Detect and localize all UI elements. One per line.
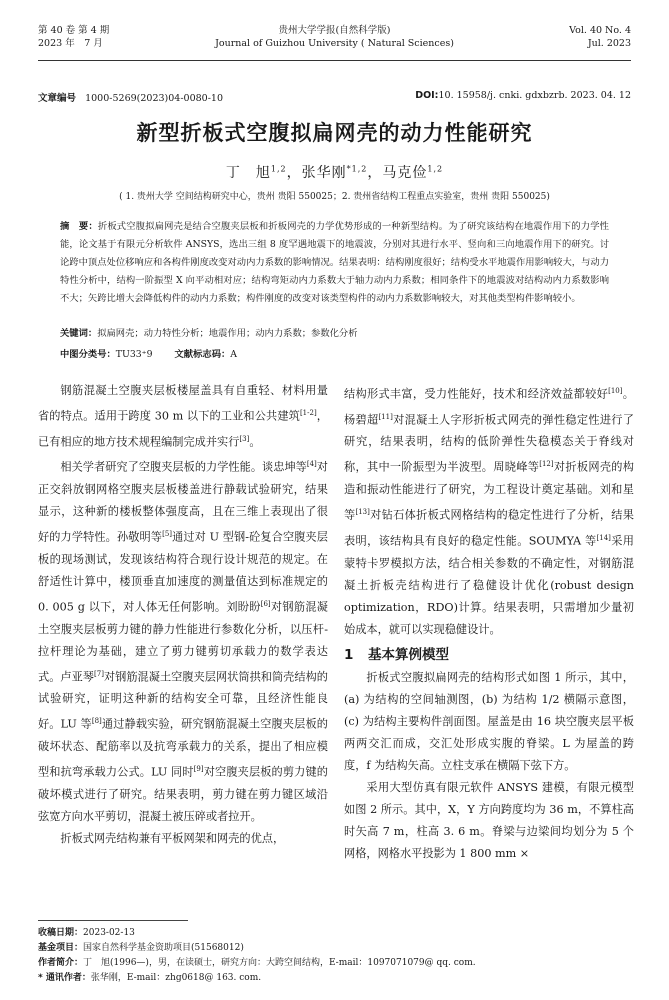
paper-title: 新型折板式空腹拟扁网壳的动力性能研究	[136, 121, 533, 145]
citation[interactable]: [7]	[94, 669, 104, 678]
abstract-text: 折板式空腹拟扁网壳是结合空腹夹层板和折板网壳的力学优势形成的一种新型结构。为了研究该结构在地震作用下的力学性能，论文基于有限元分析软件 ANSYS，选出三组 8 度罕遇地震下的地震波，分别对其进行水平、竖向和三向地震作用下的研究。讨论跨中顶点处位移响应和各构件刚度改变对动内力系数的影响情况。结果表明：结构刚度很好；结构受水平地震作用影响较大，与动力特性分析中，结构一阶振型 X 向平动相对应；结构弯矩动内力系数大于轴力动内力系数；相同条件下的地震波对结构动内力系数影响不大；矢跨比增大会降低构件的动内力系数；构件刚度的改变对该类型构件的动内力系数影响较大，对其他类型构件影响较小。	[60, 221, 609, 304]
author-affil-mark: 1,2	[427, 164, 444, 174]
issue-date-en: Jul. 2023	[587, 38, 631, 49]
section-title: 基本算例模型	[368, 646, 449, 663]
header-divider	[38, 60, 631, 61]
citation[interactable]: [6]	[260, 599, 271, 608]
article-number	[38, 90, 223, 104]
journal-name-cn: 贵州大学学报(自然科学版)	[278, 25, 391, 36]
classification	[60, 346, 609, 360]
clc-value: TU33⁺9	[115, 349, 153, 360]
abstract	[60, 218, 609, 308]
paragraph: 折板式空腹拟扁网壳的结构形式如图 1 所示，其中，(a) 为结构的空间轴测图，(b) 为结构 1/2 横隔示意图，(c) 为结构主要构件剖面图。屋盖是由 16 块空腹夹层平板两两交汇而成，交汇处形成实腹的脊梁。L 为屋盖的跨度，f 为结构矢高。立柱支承在横隔下弦下方。	[344, 670, 634, 772]
footnote-divider	[38, 920, 188, 921]
volume-issue-en: Vol. 40 No. 4	[569, 25, 631, 36]
citation[interactable]: [1-2]	[299, 409, 317, 417]
article-number-label: 文章编号	[38, 93, 77, 104]
doi-value[interactable]: 10. 15958/j. cnki. gdxbzrb. 2023. 04. 12	[438, 90, 631, 101]
volume-issue: 第 40 卷 第 4 期	[38, 25, 110, 36]
author-affil-mark: 1,2	[270, 164, 287, 174]
issue-date: 2023 年 7 月	[38, 38, 103, 49]
doc-code-value: A	[230, 349, 238, 360]
paragraph: 结构形式丰富，受力性能好，技术和经济效益都较好[10]。杨碧超[11]对混凝土人字形折板式网壳的弹性稳定性进行了研究，结果表明，结构的低阶弹性失稳模态关于脊线对称，其中一阶振型为半波型。周晓峰等[12]对折板网壳的构造和振动性能进行了研究，为工程设计奠定基础。刘和星等[13]对钻石体折板式网格结构的稳定性进行了分析，结果表明，该结构具有良好的稳定性能。SOUMYA 等[14]采用蒙特卡罗模拟方法，结合相关参数的不确定性，对钢筋混凝土折板壳结构进行了稳健设计优化(robust design optimization，RDO)计算。结果表明，只需增加少量初始成本，就可以实现稳健设计。	[344, 387, 634, 636]
doc-code-label: 文献标志码：	[174, 349, 231, 360]
citation[interactable]: [14]	[596, 533, 611, 542]
article-number-value: 1000-5269(2023)04-0080-10	[85, 93, 224, 104]
volume-info-en	[569, 24, 631, 50]
citation[interactable]: [8]	[91, 717, 102, 726]
citation[interactable]: [12]	[539, 460, 554, 469]
running-header	[38, 24, 631, 58]
citation[interactable]: [4]	[306, 460, 317, 469]
keywords-label: 关键词：	[60, 328, 98, 339]
paragraph: 采用大型仿真有限元软件 ANSYS 建模，有限元模型如图 2 所示。其中，X，Y 方向跨度均为 36 m，不算柱高时矢高 7 m，柱高 3. 6 m。脊梁与边梁间均划分为 5 个网格，网格水平投影为 1 800 mm ×	[344, 780, 634, 860]
doi[interactable]	[415, 90, 631, 101]
abstract-label: 摘 要：	[60, 221, 98, 232]
citation[interactable]: [5]	[162, 530, 173, 539]
section-number: 1	[344, 646, 354, 663]
body-column-right	[344, 380, 634, 865]
paragraph: 折板式网壳结构兼有平板网架和网壳的优点，	[60, 831, 285, 845]
received-date: 收稿日期：2023-02-13	[38, 928, 135, 938]
citation[interactable]: [3]	[239, 434, 250, 443]
citation[interactable]: [11]	[378, 412, 393, 421]
funding: 基金项目：国家自然科学基金资助项目(51568012)	[38, 943, 244, 953]
section-heading	[344, 643, 634, 667]
footnotes	[38, 926, 631, 986]
author-affil-mark: *1,2	[346, 164, 368, 174]
author-name: ，张华刚	[286, 165, 347, 181]
author-name: ，马克俭	[367, 165, 428, 181]
author-name: 丁 旭	[225, 165, 271, 181]
citation[interactable]: [9]	[193, 765, 204, 774]
paragraph: 相关学者研究了空腹夹层板的力学性能。谈忠坤等[4]对正交斜放钢网格空腹夹层板楼盖进行静载试验研究，结果显示，这种新的楼板整体强度高，且在三维上表现出了很好的力学特性。孙敬明等[5]通过对 U 型钢-砼复合空腹夹层板的现场测试，发现该结构符合现行设计规范的规定。在舒适性计算中，楼顶垂直加速度的测量值达到标准规定的 0. 005 g 以下，对人体无任何影响。刘盼盼[6]对钢筋混凝土空腹夹层板剪力键的静力性能进行参数化分析，以压杆-拉杆理论为基础，建立了剪力键剪切承载力的数学表达式。卢亚琴[7]对钢筋混凝土空腹夹层网状筒拱和筒壳结构的试验研究，证明这种新的结构安全可靠，且经济性能良好。LU 等[8]通过静载实验，研究钢筋混凝土空腹夹层板的破坏状态、配筋率以及抗弯承载力的关系，提出了相应模型和抗弯承载力公式。LU 同时[9]对空腹夹层板的剪力键的破坏模式进行了研究。结果表明，剪力键在剪力键区域沿弦宽方向水平剪切，混凝土被压碎或者拉开。	[38, 460, 328, 823]
keywords	[60, 325, 609, 339]
citation[interactable]: [13]	[355, 508, 370, 517]
doi-label: DOI:	[415, 90, 439, 101]
clc-label: 中图分类号：	[60, 349, 116, 360]
journal-name	[38, 24, 631, 50]
paragraph: 钢筋混凝土空腹夹层板楼屋盖具有自重轻、材料用量省的特点。适用于跨度 30 m 以下的工业和公共建筑[1-2]，已有相应的地方技术规程编制完成并实行[3]。	[38, 384, 328, 449]
author-bio: 作者简介：丁 旭(1996—)，男，在读硕士，研究方向：大跨空间结构，E-mail：1097071079@ qq. com.	[38, 958, 476, 968]
author-list	[0, 162, 669, 182]
corresponding-author: * 通讯作者：张华刚，E-mail：zhg0618@ 163. com.	[38, 973, 262, 983]
journal-name-en: Journal of Guizhou University ( Natural Sciences)	[215, 38, 454, 49]
citation[interactable]: [10]	[608, 387, 623, 395]
body-column-left	[38, 380, 328, 850]
keywords-text: 拟扁网壳；动力特性分析；地震作用；动内力系数；参数化分析	[97, 328, 358, 339]
affiliations: ( 1. 贵州大学 空间结构研究中心，贵州 贵阳 550025；2. 贵州省结构工程重点实验室，贵州 贵阳 550025)	[119, 192, 550, 202]
